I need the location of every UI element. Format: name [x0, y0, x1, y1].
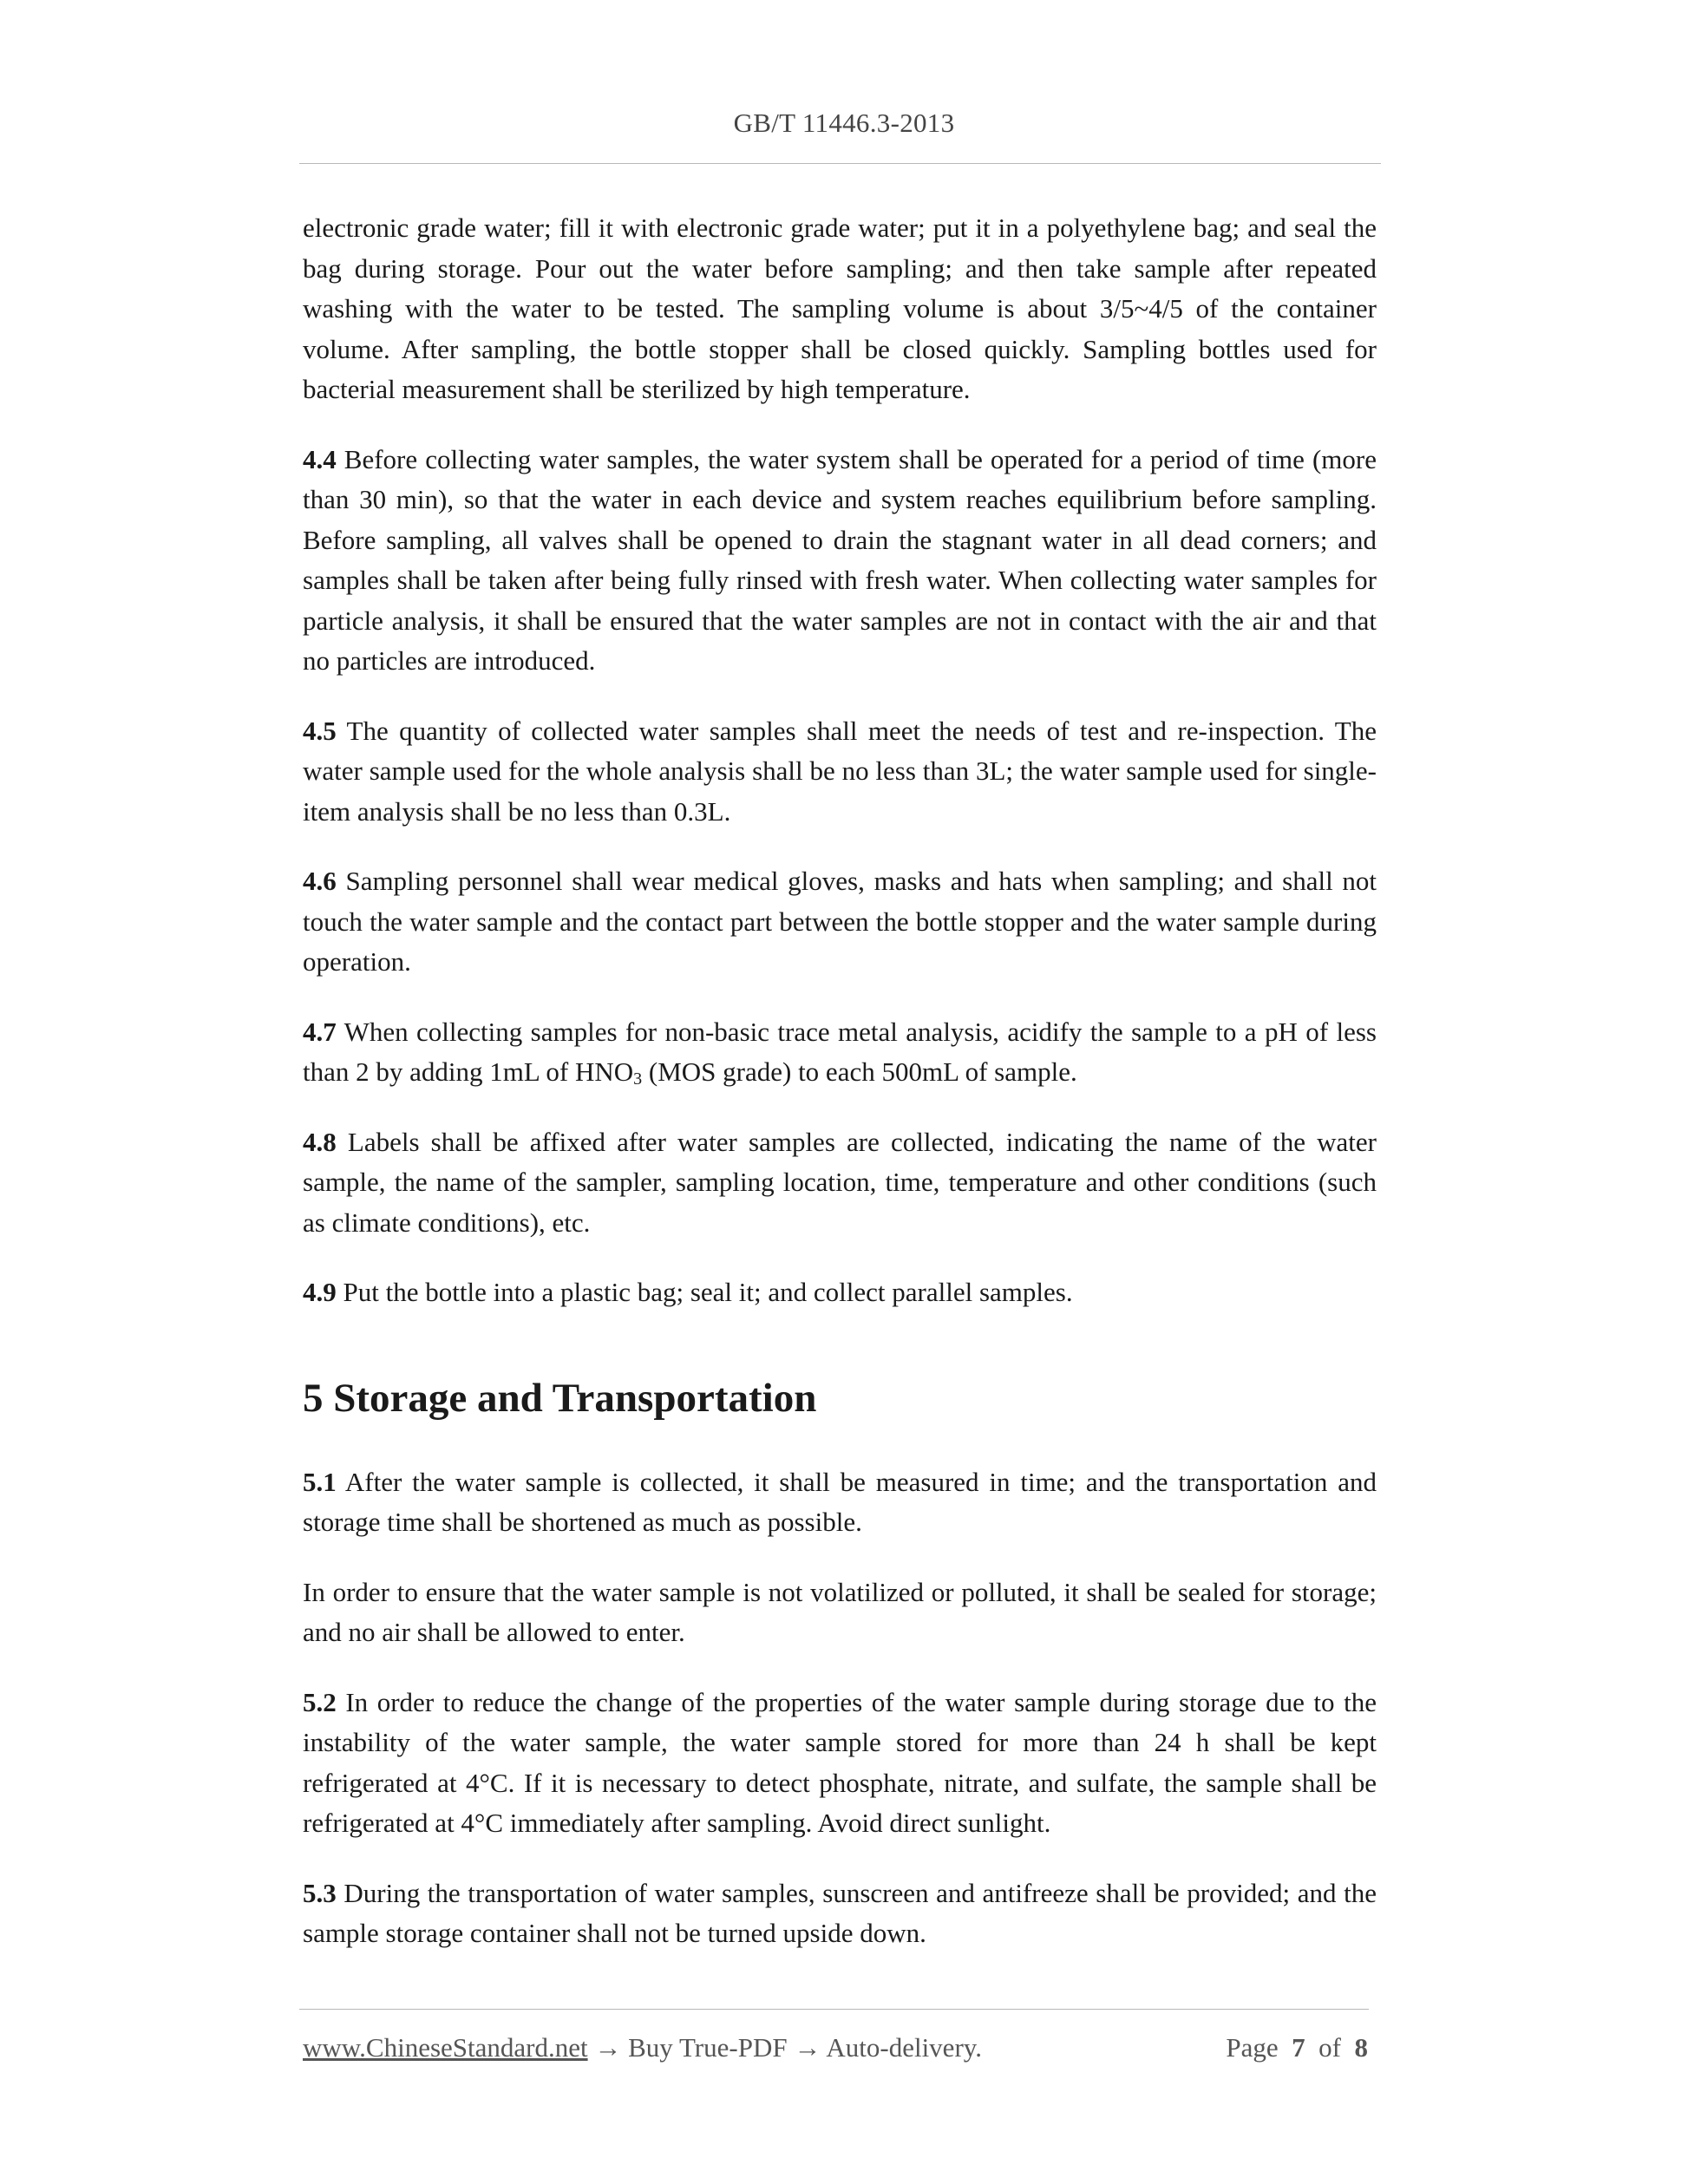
total-page-number: 8: [1354, 2032, 1368, 2063]
clause-number: 5.1: [303, 1466, 337, 1497]
website-link[interactable]: www.ChineseStandard.net: [303, 2032, 588, 2063]
clause-text: Sampling personnel shall wear medical gloves, masks and hats when sampling; and shall not touch the water sample and the contact part between the bottle stopper and the water sample during operation.: [303, 866, 1377, 977]
header-divider: [299, 163, 1381, 164]
clause-text: Labels shall be affixed after water samples are collected, indicating the name of the water sample, the name of the sampler, sampling location, time, temperature and other conditions (such as climate conditions), etc.: [303, 1126, 1377, 1238]
clause-4-7: [303, 1012, 1377, 1093]
clause-text: During the transportation of water samples, sunscreen and antifreeze shall be provided; and the sample storage container shall not be turned upside down.: [303, 1877, 1377, 1948]
paragraph-continuation: electronic grade water; fill it with electronic grade water; put it in a polyethylene bag; and seal the bag during storage. Pour out the water before sampling; and then take sample after repeated washing with the water to be tested. The sampling volume is about 3/5~4/5 of the container volume. After sampling, the bottle stopper shall be closed quickly. Sampling bottles used for bacterial measurement shall be sterilized by high temperature.: [303, 213, 1377, 404]
clause-4-6: [303, 861, 1377, 983]
clause-number: 4.6: [303, 866, 337, 896]
clause-text: The quantity of collected water samples shall meet the needs of test and re-inspection. The water sample used for the whole analysis shall be no less than 3L; the water sample used for single-item analysis shall be no less than 0.3L.: [303, 715, 1377, 827]
section-heading-5: 5 Storage and Transportation: [303, 1375, 817, 1421]
chemical-subscript: 3: [633, 1069, 643, 1089]
clause-4-8: [303, 1122, 1377, 1244]
clause-5-2: [303, 1683, 1377, 1844]
clause-text: Put the bottle into a plastic bag; seal it; and collect parallel samples.: [336, 1277, 1073, 1307]
footer-promo-text: → Buy True-PDF → Auto-delivery.: [587, 2032, 982, 2063]
of-label: of: [1318, 2032, 1341, 2063]
clause-text: In order to reduce the change of the properties of the water sample during storage due to the instability of the water sample, the water sample stored for more than 24 h shall be kept refrigerated at 4°C. If it is necessary to detect phosphate, nitrate, and sulfate, the sample shall be refrigerated at 4°C immediately after sampling. Avoid direct sunlight.: [303, 1686, 1377, 1838]
clause-4-5: [303, 711, 1377, 833]
paragraph-5-1-continued: In order to ensure that the water sample is not volatilized or polluted, it shall be sealed for storage; and no air shall be allowed to enter.: [303, 1576, 1377, 1647]
clause-number: 4.7: [303, 1016, 337, 1047]
clause-number: 4.8: [303, 1126, 337, 1157]
footer-promo: [303, 2028, 982, 2068]
page-label: Page: [1226, 2032, 1279, 2063]
clause-5-1: [303, 1462, 1377, 1543]
clause-number: 4.4: [303, 443, 337, 474]
clause-text: After the water sample is collected, it shall be measured in time; and the transportation and storage time shall be shortened as much as possible.: [303, 1466, 1377, 1537]
current-page-number: 7: [1292, 2032, 1305, 2063]
clause-number: 4.9: [303, 1277, 337, 1307]
page-header: GB/T 11446.3-2013: [733, 108, 955, 138]
page-indicator: [1226, 2028, 1368, 2068]
document-body: [303, 208, 1377, 1984]
clause-text-continued: (MOS grade) to each 500mL of sample.: [642, 1056, 1077, 1087]
clause-number: 4.5: [303, 715, 337, 746]
clause-number: 5.3: [303, 1877, 337, 1908]
clause-4-9: [303, 1272, 1377, 1313]
clause-text: Before collecting water samples, the water system shall be operated for a period of time (more than 30 min), so that the water in each device and system reaches equilibrium before sampling. Before sampling, all valves shall be opened to drain the stagnant water in all dead corners; and samples shall be taken after being fully rinsed with fresh water. When collecting water samples for particle analysis, it shall be ensured that the water samples are not in contact with the air and that no particles are introduced.: [303, 443, 1377, 676]
clause-text: When collecting samples for non-basic trace metal analysis, acidify the sample to a pH of less than 2 by adding 1mL of HNO: [303, 1016, 1377, 1087]
clause-5-3: [303, 1873, 1377, 1954]
clause-4-4: [303, 440, 1377, 682]
clause-number: 5.2: [303, 1686, 337, 1717]
footer-divider: [299, 2009, 1369, 2010]
